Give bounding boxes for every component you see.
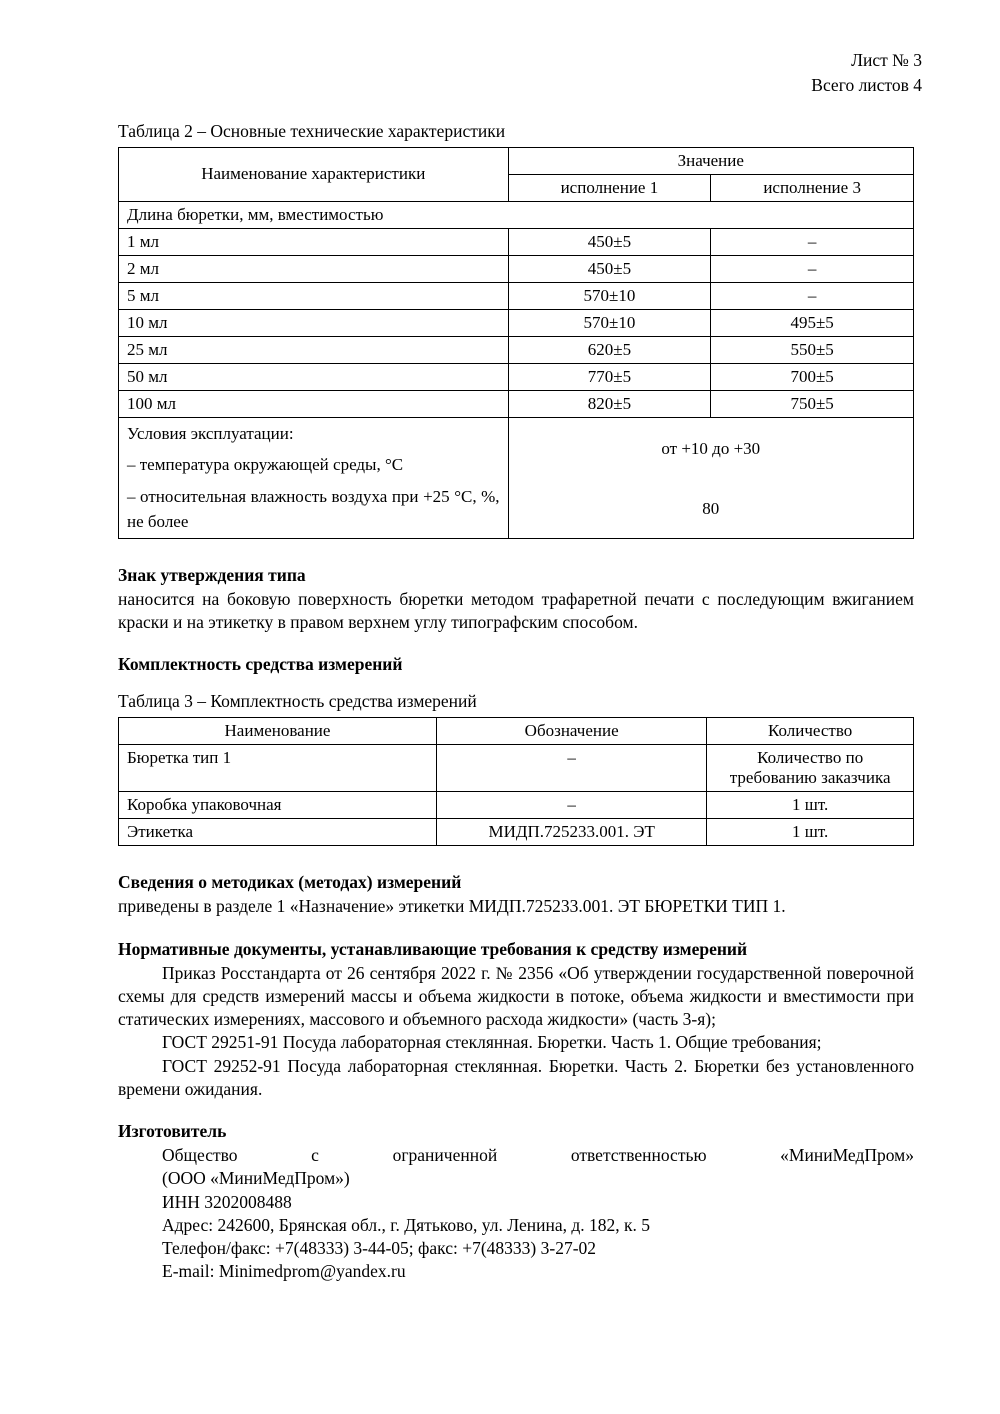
sheet-number: Лист № 3 <box>851 50 922 70</box>
normative-paragraph-2: ГОСТ 29251-91 Посуда лабораторная стеклянная. Бюретки. Часть 1. Общие требования; <box>162 1032 822 1053</box>
cell-variant3: – <box>711 282 914 309</box>
cell-name: Коробка упаковочная <box>119 792 437 819</box>
section-title-manufacturer: Изготовитель <box>118 1121 227 1142</box>
table-technical-characteristics <box>118 147 914 539</box>
cell-variant3: – <box>711 228 914 255</box>
th-designation: Обозначение <box>437 718 707 745</box>
manufacturer-line-3: ИНН 3202008488 <box>162 1191 292 1212</box>
cell-variant1: 570±10 <box>508 309 711 336</box>
manufacturer-details <box>118 1144 914 1284</box>
methods-text: приведены в разделе 1 «Назначение» этикетки МИДП.725233.001. ЭТ БЮРЕТКИ ТИП 1. <box>118 896 786 917</box>
cell-name: 5 мл <box>119 282 509 309</box>
total-sheets: Всего листов 4 <box>811 75 922 96</box>
conditions-humidity-label: – относительная влажность воздуха при +25 °С, %, не более <box>119 481 509 539</box>
table-row <box>119 363 914 390</box>
row-length-header: Длина бюретки, мм, вместимостью <box>119 201 914 228</box>
table-row <box>119 745 914 792</box>
table-row <box>119 147 914 174</box>
cell-quantity: 1 шт. <box>707 792 914 819</box>
cell-variant1: 450±5 <box>508 255 711 282</box>
cell-variant1: 820±5 <box>508 390 711 417</box>
table-row <box>119 228 914 255</box>
cell-name: 1 мл <box>119 228 509 255</box>
cell-variant3: 550±5 <box>711 336 914 363</box>
cell-name: Этикетка <box>119 819 437 846</box>
cell-designation: – <box>437 792 707 819</box>
cell-name: 50 мл <box>119 363 509 390</box>
th-variant-1: исполнение 1 <box>508 174 711 201</box>
normative-paragraph-3: ГОСТ 29252-91 Посуда лабораторная стеклянная. Бюретки. Часть 2. Бюретки без установленного времени ожидания. <box>118 1055 914 1099</box>
cell-quantity: Количество по требованию заказчика <box>707 745 914 792</box>
th-name: Наименование <box>119 718 437 745</box>
table3-caption: Таблица 3 – Комплектность средства измерений <box>118 691 477 712</box>
cell-variant1: 450±5 <box>508 228 711 255</box>
conditions-temp-value: от +10 до +30 <box>508 417 913 481</box>
section-title-normative: Нормативные документы, устанавливающие требования к средству измерений <box>118 938 748 959</box>
manufacturer-line-5: Телефон/факс: +7(48333) 3-44-05; факс: +7(48333) 3-27-02 <box>162 1238 597 1259</box>
document-content <box>118 121 914 1284</box>
th-characteristic-name: Наименование характеристики <box>119 147 509 201</box>
section-title-completeness: Комплектность средства измерений <box>118 654 403 675</box>
cell-variant3: 750±5 <box>711 390 914 417</box>
table-row-conditions <box>119 417 914 449</box>
section-title-methods: Сведения о методиках (методах) измерений <box>118 872 462 893</box>
table-row <box>119 792 914 819</box>
conditions-temp-label: – температура окружающей среды, °С <box>119 449 509 481</box>
cell-variant1: 620±5 <box>508 336 711 363</box>
cell-quantity: 1 шт. <box>707 819 914 846</box>
cell-variant3: 495±5 <box>711 309 914 336</box>
cell-variant1: 570±10 <box>508 282 711 309</box>
table-row <box>119 819 914 846</box>
cell-name: 25 мл <box>119 336 509 363</box>
cell-variant3: – <box>711 255 914 282</box>
table-row-conditions <box>119 481 914 539</box>
cell-name: Бюретка тип 1 <box>119 745 437 792</box>
table-row <box>119 390 914 417</box>
cell-name: 2 мл <box>119 255 509 282</box>
table2-caption: Таблица 2 – Основные технические характеристики <box>118 120 506 141</box>
manufacturer-line-4: Адрес: 242600, Брянская обл., г. Дятьково, ул. Ленина, д. 182, к. 5 <box>162 1214 651 1235</box>
cell-variant1: 770±5 <box>508 363 711 390</box>
th-variant-3: исполнение 3 <box>711 174 914 201</box>
cell-name: 10 мл <box>119 309 509 336</box>
manufacturer-line-2: (ООО «МиниМедПром») <box>162 1168 350 1189</box>
cell-name: 100 мл <box>119 390 509 417</box>
table-row <box>119 282 914 309</box>
table-row <box>119 718 914 745</box>
table-row <box>119 309 914 336</box>
manufacturer-line-6: E-mail: Minimedprom@yandex.ru <box>162 1261 406 1282</box>
conditions-humidity-value: 80 <box>508 481 913 539</box>
type-mark-text: наносится на боковую поверхность бюретки методом трафаретной печати с последующим вжиганием краски и на этикетку в правом верхнем углу типографским способом. <box>118 588 914 633</box>
normative-paragraph-1: Приказ Росстандарта от 26 сентября 2022 г. № 2356 «Об утверждении государственной поверочной схемы для средств измерений массы и объема жидкости в потоке, объема жидкости и вместимости при статических измерениях, массового и объемного расхода жидкости» (часть 3-я); <box>118 962 914 1030</box>
page-header <box>60 48 922 99</box>
table-row <box>119 336 914 363</box>
th-value: Значение <box>508 147 913 174</box>
manufacturer-line-1: Общество с ограниченной ответственностью «МиниМедПром» <box>162 1145 914 1166</box>
section-title-type-mark: Знак утверждения типа <box>118 564 306 585</box>
conditions-title: Условия эксплуатации: <box>119 417 509 449</box>
cell-variant3: 700±5 <box>711 363 914 390</box>
table-row <box>119 201 914 228</box>
table-row <box>119 255 914 282</box>
th-quantity: Количество <box>707 718 914 745</box>
cell-designation: – <box>437 745 707 792</box>
cell-designation: МИДП.725233.001. ЭТ <box>437 819 707 846</box>
table-completeness <box>118 717 914 846</box>
